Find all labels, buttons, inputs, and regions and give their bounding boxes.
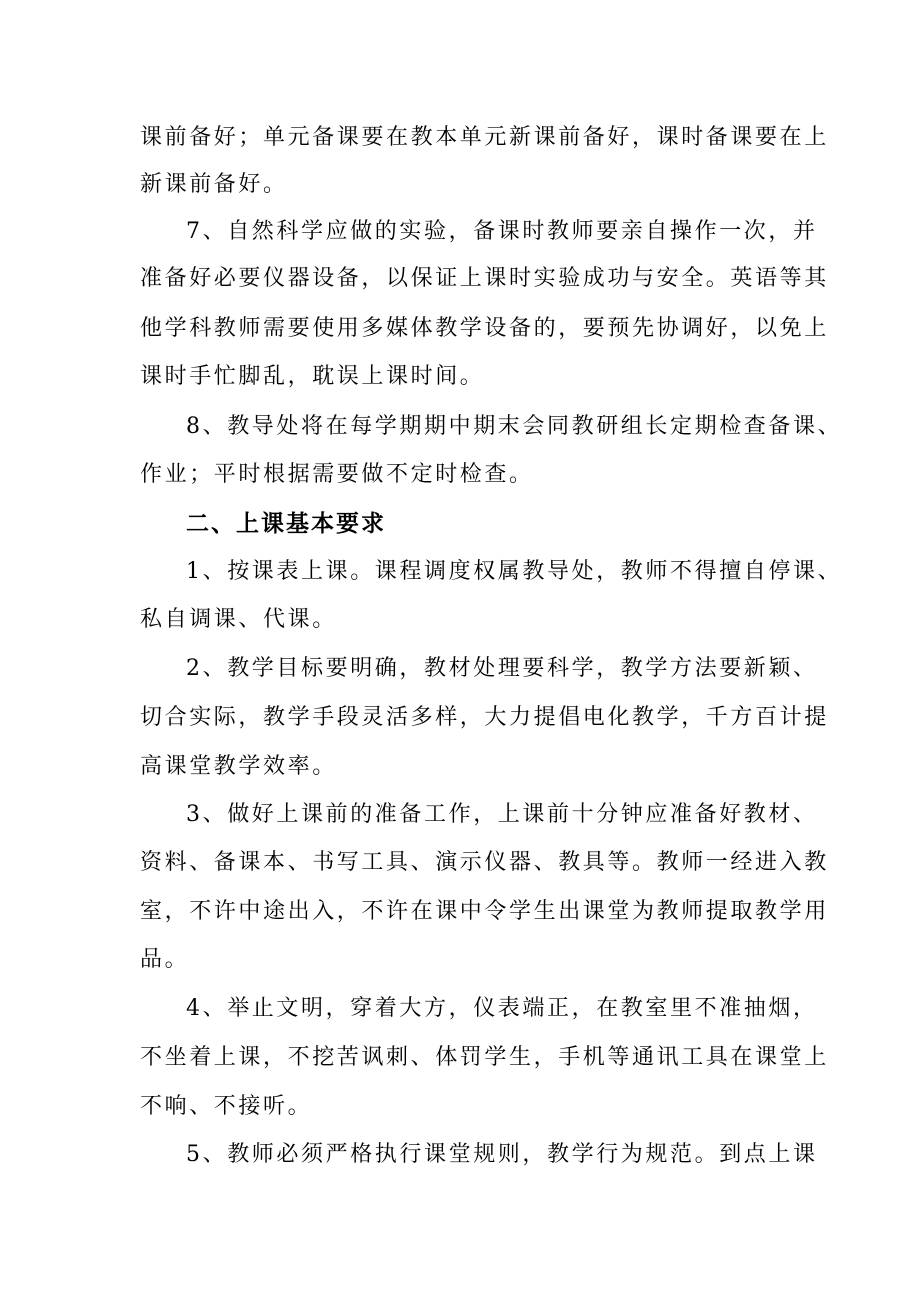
paragraph-2-line: 2、教学目标要明确，教材处理要科学，教学方法要新颖、: [186, 656, 818, 681]
text-line: 不响、不接听。: [140, 1094, 313, 1119]
paragraph-1-line: 1、按课表上课。课程调度权属教导处，教师不得擅自停课、: [186, 559, 843, 584]
section-heading: 二、上课基本要求: [186, 511, 386, 537]
paragraph-3-line: 3、做好上课前的准备工作，上课前十分钟应准备好教材、: [186, 802, 818, 827]
paragraph-4-line: 4、举止文明，穿着大方，仪表端正，在教室里不准抽烟，: [186, 996, 818, 1021]
paragraph-5-line: 5、教师必须严格执行课堂规则，教学行为规范。到点上课: [186, 1142, 818, 1167]
text-line: 资料、备课本、书写工具、演示仪器、教具等。教师一经进入教: [140, 850, 829, 875]
paragraph-7-line: 7、自然科学应做的实验，备课时教师要亲自操作一次，并: [186, 219, 818, 244]
text-line: 不坐着上课，不挖苦讽刺、体罚学生，手机等通讯工具在课堂上: [140, 1045, 829, 1070]
text-line: 新课前备好。: [140, 172, 288, 197]
text-line: 准备好必要仪器设备，以保证上课时实验成功与安全。英语等其: [140, 266, 829, 291]
text-line: 切合实际，教学手段灵活多样，大力提倡电化教学，千方百计提: [140, 705, 829, 730]
text-line: 课时手忙脚乱，耽误上课时间。: [140, 364, 485, 389]
text-line: 他学科教师需要使用多媒体教学设备的，要预先协调好，以免上: [140, 316, 829, 341]
text-line: 高课堂教学效率。: [140, 754, 337, 779]
text-line: 作业；平时根据需要做不定时检查。: [140, 462, 534, 487]
text-line: 室，不许中途出入，不许在课中令学生出课堂为教师提取教学用: [140, 899, 829, 924]
text-line: 品。: [140, 947, 190, 972]
text-line: 私自调课、代课。: [140, 607, 337, 632]
paragraph-8-line: 8、教导处将在每学期期中期末会同教研组长定期检查备课、: [186, 414, 843, 439]
text-line: 课前备好；单元备课要在教本单元新课前备好，课时备课要在上: [140, 125, 829, 150]
